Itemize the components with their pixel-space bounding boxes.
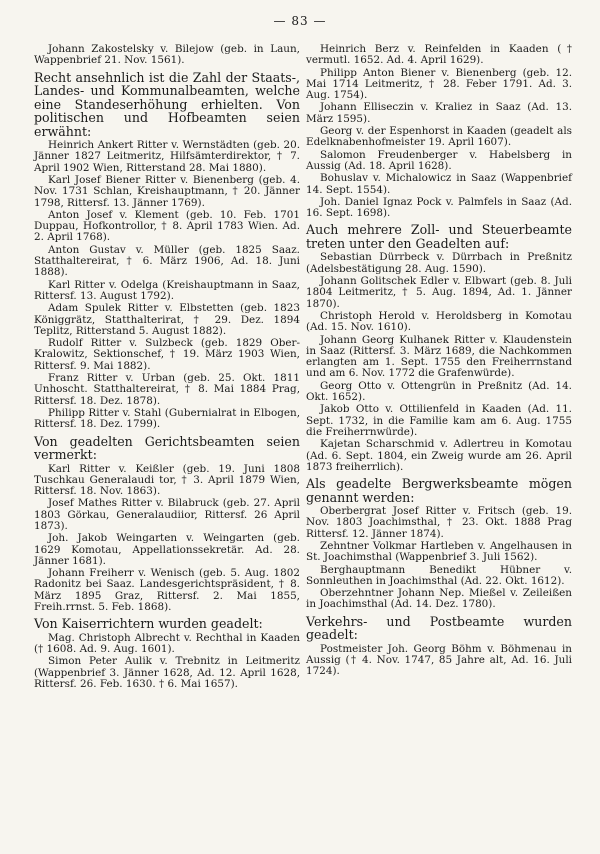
entry-kulhanek: Johann Georg Kulhanek Ritter v. Klaudenstein in Saaz (Rittersf. 3. März 1689, die Nachkommen erlangten am 1. Sept. 1755 den Freiherrnstand und am 6. Nov. 1772 die Grafenwürde).	[306, 333, 572, 380]
entry-otto-georg: Georg Otto v. Ottengrün in Preßnitz (Ad. 14. Okt. 1652).	[306, 379, 572, 404]
entry-berz: Heinrich Berz v. Reinfelden in Kaaden († vermutl. 1652. Ad. 4. April 1629).	[306, 43, 572, 67]
entry-biener-karl: Karl Josef Biener Ritter v. Bienenberg (geb. 4. Nov. 1731 Schlan, Kreishauptmann, † 20. Jänner 1798, Rittersf. 13. Jänner 1769).	[34, 173, 300, 209]
entry-elliseczin: Johann Elliseczin v. Kraliez in Saaz (Ad. 13. März 1595).	[306, 101, 572, 125]
entry-ankert: Heinrich Ankert Ritter v. Wernstädten (geb. 20. Jänner 1827 Leitmeritz, Hilfsämterdirektor, † 7. April 1902 Wien, Ritterstand 28. Mai 1880).	[34, 139, 300, 174]
entry-freudenberger: Salomon Freudenberger v. Habelsberg in Aussig (Ad. 18. April 1628).	[306, 148, 572, 172]
entry-fritsch: Oberbergrat Josef Ritter v. Fritsch (geb. 19. Nov. 1803 Joachimsthal, † 23. Okt. 1888 Prag Rittersf. 12. Jänner 1874).	[306, 505, 572, 540]
entry-boehm: Postmeister Joh. Georg Böhm v. Böhmenau in Aussig († 4. Nov. 1747, 85 Jahre alt, Ad. 16. Juli 1724).	[306, 642, 572, 678]
entry-pock: Joh. Daniel Ignaz Pock v. Palmfels in Saaz (Ad. 16. Sept. 1698).	[306, 195, 572, 220]
entry-duerrbeck: Sebastian Dürrbeck v. Dürrbach in Preßnitz (Adelsbestätigung 28. Aug. 1590).	[306, 251, 572, 275]
page-number: — 83 —	[273, 14, 327, 28]
entry-wenisch: Johann Freiherr v. Wenisch (geb. 5. Aug. 1802 Radonitz bei Saaz. Landesgerichtspräsident, † 8. März 1895 Graz, Rittersf. 2. Mai 1855, Freih.rrnst. 5. Feb. 1868).	[34, 567, 300, 614]
entry-zakostelsky: Johann Zakostelsky v. Bilejow (geb. in Laun, Wappenbrief 21. Nov. 1561).	[34, 43, 300, 67]
entry-scharschmid: Kajetan Scharschmid v. Adlertreu in Komotau (Ad. 6. Sept. 1804, ein Zweig wurde am 26. April 1873 freiherrlich).	[306, 438, 572, 473]
entry-huebner: Berghauptmann Benedikt Hübner v. Sonnleuthen in Joachimsthal (Ad. 22. Okt. 1612).	[306, 563, 572, 587]
section-heading-gerichtsbeamte: Von geadelten Gerichtsbeamten seien vermerkt:	[34, 433, 300, 463]
entry-herold: Christoph Herold v. Heroldsberg in Komotau (Ad. 15. Nov. 1610).	[306, 309, 572, 334]
entry-keissler: Karl Ritter v. Keißler (geb. 19. Juni 1808 Tuschkau Generalaudi tor, † 3. April 1879 Wien, Rittersf. 18. Nov. 1863).	[34, 462, 300, 498]
entry-odelga: Karl Ritter v. Odelga (Kreishauptmann in Saaz, Rittersf. 13. August 1792).	[34, 278, 300, 302]
entry-spulek: Adam Spulek Ritter v. Elbstetten (geb. 1823 Königgrätz, Statthalterirat, † 29. Dez. 1894 Teplitz, Ritterstand 5. August 1882).	[34, 302, 300, 337]
entry-stahl: Philipp Ritter v. Stahl (Gubernialrat in Elbogen, Rittersf. 18. Dez. 1799).	[34, 406, 300, 431]
right-column	[306, 44, 572, 679]
entry-biener-philipp: Philipp Anton Biener v. Bienenberg (geb. 12. Mai 1714 Leitmeritz, † 28. Feber 1791. Ad. 3. Aug. 1754).	[306, 66, 572, 102]
entry-mathes: Josef Mathes Ritter v. Bilabruck (geb. 27. April 1803 Görkau, Generalaudiior, Rittersf. 26 April 1873).	[34, 497, 300, 532]
entry-weingarten: Joh. Jakob Weingarten v. Weingarten (geb. 1629 Komotau, Appellationssekretär. Ad. 28. Jänner 1681).	[34, 532, 300, 567]
entry-michalowicz: Bohuslav v. Michalowicz in Saaz (Wappenbrief 14. Sept. 1554).	[306, 172, 572, 196]
section-heading-zollbeamte: Auch mehrere Zoll- und Steuerbeamte treten unter den Geadelten auf:	[306, 222, 572, 251]
entry-miessel: Oberzehntner Johann Nep. Mießel v. Zeileißen in Joachimsthal (Ad. 14. Dez. 1780).	[306, 587, 572, 611]
entry-hartleben: Zehntner Volkmar Hartleben v. Angelhausen in St. Joachimsthal (Wappenbrief 3. Juli 1562).	[306, 539, 572, 564]
entry-otto-jakob: Jakob Otto v. Ottilienfeld in Kaaden (Ad. 11. Sept. 1732, in die Familie kam am 6. Aug. 1755 die Freiherrnwürde).	[306, 403, 572, 438]
entry-mueller: Anton Gustav v. Müller (geb. 1825 Saaz. Statthaltereirat, † 6. März 1906, Ad. 18. Juni 1888).	[34, 243, 300, 279]
entry-aulik: Simon Peter Aulik v. Trebnitz in Leitmeritz (Wappenbrief 3. Jänner 1628, Ad. 12. April 1628, Rittersf. 26. Feb. 1630. † 6. Mai 1657).	[34, 655, 300, 691]
section-heading-postbeamte: Verkehrs- und Postbeamte wurden geadelt:	[306, 613, 572, 643]
section-heading-bergwerksbeamte: Als geadelte Bergwerksbeamte mögen genannt werden:	[306, 476, 572, 505]
entry-urban: Franz Ritter v. Urban (geb. 25. Okt. 1811 Unhoscht. Statthaltereirat, † 8. Mai 1884 Prag, Rittersf. 18. Dez. 1878).	[34, 372, 300, 407]
entry-espenhorst: Georg v. der Espenhorst in Kaaden (geadelt als Edelknabenhofmeister 19. April 1607).	[306, 125, 572, 149]
left-column	[34, 44, 300, 691]
entry-sulzbeck: Rudolf Ritter v. Sulzbeck (geb. 1829 Ober-Kralowitz, Sektionschef, † 19. März 1903 Wien, Rittersf. 9. Mai 1882).	[34, 337, 300, 372]
entry-albrecht: Mag. Christoph Albrecht v. Rechthal in Kaaden († 1608. Ad. 9. Aug. 1601).	[34, 631, 300, 656]
entry-klement: Anton Josef v. Klement (geb. 10. Feb. 1701 Duppau, Hofkontrollor, † 8. April 1783 Wien. Ad. 2. April 1768).	[34, 208, 300, 244]
section-heading-kaiserrichter: Von Kaiserrichtern wurden geadelt:	[34, 616, 263, 632]
section-heading-staatsbeamte: Recht ansehnlich ist die Zahl der Staats-, Landes- und Kommunalbeamten, welche eine Standeserhöhung erhielten. Von politischen und Hofbeamten seien erwähnt:	[34, 69, 300, 139]
entry-golitschek: Johann Golitschek Edler v. Elbwart (geb. 8. Juli 1804 Leitmeritz, † 5. Aug. 1894, Ad. 1. Jänner 1870).	[306, 275, 572, 310]
